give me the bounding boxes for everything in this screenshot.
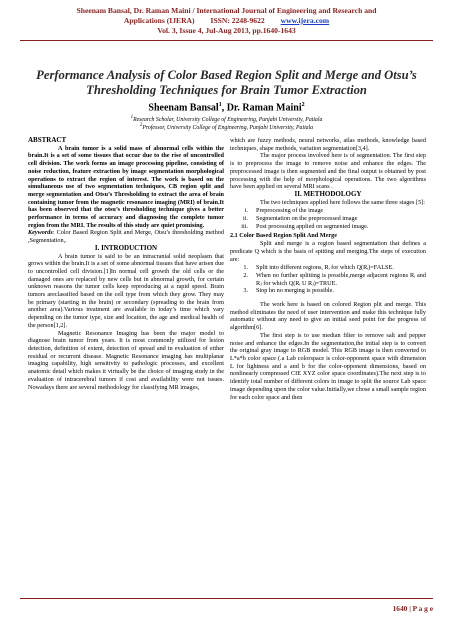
author-separator: , xyxy=(221,102,227,114)
section-2-1-paragraph-2: The work here is based on colored Region plit and merge. This method eliminates the need of user intervention and make this technique fully automatic without any need to give an initial seed point for the progress of algorithm[6]. xyxy=(230,301,426,332)
list-item-number: 1. xyxy=(243,264,248,272)
journal-url-link[interactable]: www.ijera.com xyxy=(280,16,330,25)
section-2-1-heading: 2.1 Color Based Region Split And Merge xyxy=(230,232,337,240)
list-item-text: Split into different regions, Rᵢ for which Q(Rᵢ)=FALSE. xyxy=(256,264,394,272)
list-item-text: Segmentation on the preprocessed image xyxy=(256,215,358,223)
page-number: 1640 | P a g e xyxy=(392,604,433,613)
list-item xyxy=(230,215,426,223)
affiliation-1-text: Research Scholar, University College of Engineering, Punjabi University, Patiala xyxy=(133,116,323,123)
methodology-steps xyxy=(230,207,426,230)
methodology-intro: The two techniques applied here follows the same three stages [5]: xyxy=(260,198,425,206)
list-item xyxy=(230,272,426,287)
affiliation-2-sup: 2 xyxy=(139,123,143,128)
author-1-sup: 1 xyxy=(218,102,222,108)
author-2: Dr. Raman Maini xyxy=(226,102,302,114)
list-item-number: 3. xyxy=(243,287,248,295)
affiliation-2 xyxy=(20,122,433,132)
footer-rule xyxy=(20,598,433,599)
paper-authors xyxy=(20,102,433,113)
methodology-heading: II. METHODOLOGY xyxy=(294,189,362,198)
journal-applications: Applications (IJERA) xyxy=(123,16,195,25)
introduction-paragraph-1: A brain tumor is said to be an intracranial solid neoplasm that grows within the brain.It is a set of some abnormal tissues that have arisen due to uncontrolled cell division.[1]In normal cell growth the old cells or the damaged ones are replaced by new cells but in abnormal growth, for certain unknown reasons the tumor cells keep reproducing at a rapid speed. Brain tumors areclassified based on the cell type from which they grow. They may be primary (starting in the brain) or secondary (spreading to the brain from another area).Various treatment are available in today’s time which vary depending on the tumor type, size and location, the age and medical health of the person[1,2]. xyxy=(28,252,224,329)
abstract-body: A brain tumor is a solid mass of abnormal cells within the brain.It is a set of some tissues that occur due to the rise of uncontrolled cell division. The work forms an image processing pipeline, consisting of noise reduction, feature extraction by image segmentation morphological operations to extract the region of interest. The work is based on the simultaneous use of two segmentation techniques, CB region split and merge segmentation and Otsu’s Thresholding to extract the area of brain containing tumor from the magnetic resonance imaging (MRI) of brain.It has been observed that the otsu’s thresholding technique gives a better performance in terms of accuracy and diagnosing the complete tumor region from the MRI. The results of this study are quiet promising. xyxy=(28,144,224,229)
list-item-text: Preprocessing of the image xyxy=(256,207,324,215)
list-item-number: iii. xyxy=(241,222,248,230)
keywords xyxy=(28,229,224,244)
journal-header xyxy=(20,6,433,36)
introduction-heading: I. INTRODUCTION xyxy=(94,243,158,252)
author-1: Sheenam Bansal xyxy=(148,102,219,114)
affiliation-1-sup: 1 xyxy=(130,115,134,120)
author-2-sup: 2 xyxy=(301,102,305,108)
introduction-paragraph-2: Magnetic Resonance Imaging has been the major model to diagnose brain tumor from years. It is most commonly utilized for lesion detection, definition of extent, detection of spread and in evaluation of either residual or recurrent disease. Magnetic Resonance imaging has multiplanar imaging capability, high sensitivity to pathologic processes, and excellent anatomic detail which makes it virtually be the choice of imaging study in the evaluation of intracerebral tumors if cost and availability were not issues. Nowadays there are several methodology for classifying MR images, xyxy=(28,329,224,391)
journal-issn-line xyxy=(20,16,433,26)
keywords-text: : Color Based Region Split and Merge, Otsu’s thresholding method ,Segmentation,. xyxy=(28,229,224,245)
list-item xyxy=(230,287,426,295)
list-item-text: Stop hn no merging is possible. xyxy=(256,287,334,295)
paper-title: Performance Analysis of Color Based Region Split and Merge and Otsu’s Thresholding Techniques for Brain Tumor Extraction xyxy=(36,68,417,97)
journal-line: Sheenam Bansal, Dr. Raman Maini / International Journal of Engineering and Research and xyxy=(76,6,377,15)
affiliation-2-text: Professor, University College of Engineering, Punjabi University, Patiala xyxy=(142,124,314,131)
list-item-number: i. xyxy=(244,207,248,215)
list-item-number: ii. xyxy=(243,215,248,223)
header-rule xyxy=(20,40,433,41)
list-item xyxy=(230,223,426,231)
list-item-text: Post processing applied on segmented image. xyxy=(256,222,369,230)
split-merge-steps xyxy=(230,264,426,295)
journal-issn: ISSN: 2248-9622 xyxy=(210,16,265,25)
abstract-heading: ABSTRACT xyxy=(28,136,67,144)
list-item xyxy=(230,264,426,272)
overview-paragraph: The major process involved here is of segmentation. The first step is to preprocess the image to remove noise and enhance the edges. The preprocessed image is then segmented and the final output is obtained by post processing with the help of morphological operations. The two algorithms have been applied on several MRI scans . xyxy=(230,152,426,191)
left-column xyxy=(28,137,224,391)
right-column xyxy=(230,137,426,401)
journal-volume: Vol. 3, Issue 4, Jul-Aug 2013, pp.1640-1643 xyxy=(157,26,296,35)
list-item-number: 2. xyxy=(243,271,248,279)
list-item-text: When no further splitting is possible,merge adjacent regions Rᵢ and Rⱼ for which Q(Rᵢ U Rⱼ)=TRUE. xyxy=(256,271,426,287)
section-2-1-intro: Split and merge is a region based segmentation that defines a predicate Q which is the basis of spitting and merging.The steps of execution are: xyxy=(230,240,426,263)
continued-paragraph: which are fuzzy methods, neural networks, atlas methods, knowledge based techniques, shape methods, variation segmentation[3,4]. xyxy=(230,137,426,152)
list-item xyxy=(230,207,426,215)
section-2-1-paragraph-3: The first step is to use median filter to remove salt and pepper noise and enhance the edges.In the segmentation,the initial step is to convert the original gray image to RGB model. This RGB image is then converted to L*a*b color space (.a Lab colorspace is color-opponent space with dimension L for lightness and a and b for the color-opponent dimensions, based on nonlinearly compressed CIE XYZ color space coordinates).The next step is to identify total number of different colors in image to split the source Lab space image depending upon the color value.Initially,we chose a small sample region for each color space and then xyxy=(230,331,426,401)
keywords-label: Keywords xyxy=(28,229,53,237)
